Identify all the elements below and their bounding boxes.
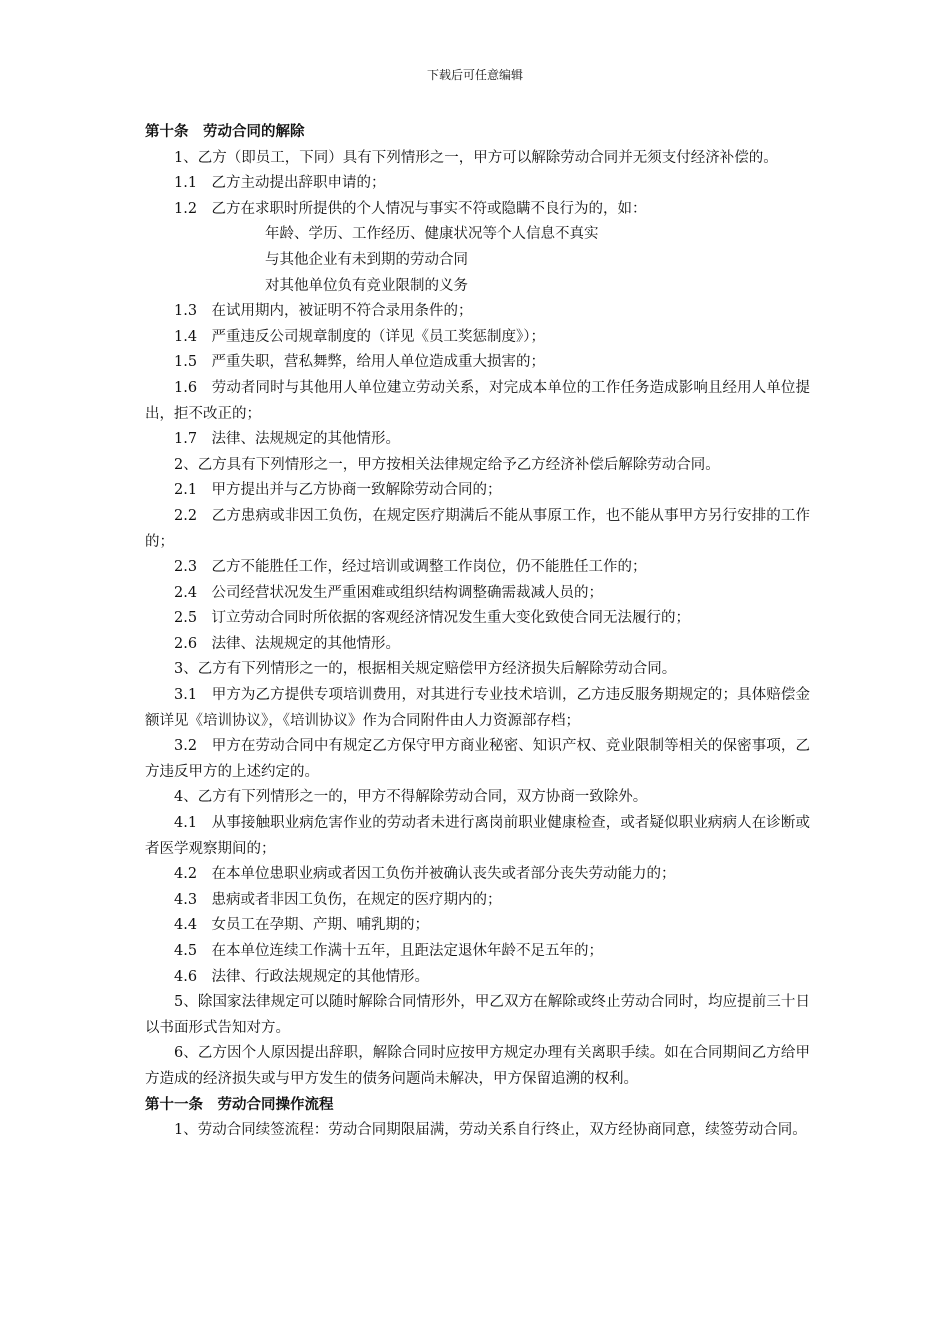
- clause-1-5: 1.5 严重失职，营私舞弊，给用人单位造成重大损害的；: [174, 354, 546, 371]
- clause-1-4: 1.4 严重违反公司规章制度的（详见《员工奖惩制度》）；: [174, 328, 546, 345]
- clause-1-2-item-b: 与其他企业有未到期的劳动合同: [265, 251, 468, 268]
- article-10-heading: 第十条 劳动合同的解除: [145, 124, 305, 140]
- clause-1-2-item-a: 年龄、学历、工作经历、健康状况等个人信息不真实: [265, 226, 599, 243]
- paragraph-3: 3、乙方有下列情形之一的，根据相关规定赔偿甲方经济损失后解除劳动合同。: [174, 661, 677, 678]
- clause-2-4: 2.4 公司经营状况发生严重困难或组织结构调整确需裁减人员的；: [174, 584, 604, 601]
- clause-4-2: 4.2 在本单位患职业病或者因工负伤并被确认丧失或者部分丧失劳动能力的；: [174, 866, 676, 883]
- article-11-heading: 第十一条 劳动合同操作流程: [145, 1096, 334, 1113]
- clause-1-7: 1.7 法律、法规规定的其他情形。: [174, 431, 401, 448]
- clause-3-1: 3.1 甲方为乙方提供专项培训费用，对其进行专业技术培训，乙方违反服务期规定的；具体赔偿金额详见《培训协议》，《培训协议》作为合同附件由人力资源部存档；: [145, 687, 810, 729]
- clause-2-1: 2.1 甲方提出并与乙方协商一致解除劳动合同的；: [174, 482, 502, 499]
- clause-4-4: 4.4 女员工在孕期、产期、哺乳期的；: [174, 917, 430, 934]
- clause-1-6: 1.6 劳动者同时与其他用人单位建立劳动关系，对完成本单位的工作任务造成影响且经用人单位提出，拒不改正的；: [145, 379, 810, 422]
- page-header-note: 下载后可任意编辑: [426, 68, 523, 82]
- clause-2-5: 2.5 订立劳动合同时所依据的客观经济情况发生重大变化致使合同无法履行的；: [174, 610, 691, 627]
- clause-1-1: 1.1 乙方主动提出辞职申请的；: [174, 175, 386, 192]
- clause-4-5: 4.5 在本单位连续工作满十五年，且距法定退休年龄不足五年的；: [174, 943, 604, 959]
- clause-1-2-item-c: 对其他单位负有竞业限制的义务: [265, 277, 468, 294]
- clause-4-1: 4.1 从事接触职业病危害作业的劳动者未进行离岗前职业健康检查，或者疑似职业病病人在诊断或者医学观察期间的；: [145, 815, 810, 857]
- document-body: [145, 120, 810, 1144]
- clause-2-2: 2.2 乙方患病或非因工负伤，在规定医疗期满后不能从事原工作，也不能从事甲方另行安排的工作的；: [145, 507, 810, 550]
- paragraph-2: 2、乙方具有下列情形之一，甲方按相关法律规定给予乙方经济补偿后解除劳动合同。: [174, 456, 720, 473]
- clause-4-6: 4.6 法律、行政法规规定的其他情形。: [174, 968, 430, 985]
- paragraph-1: 1、乙方（即员工，下同）具有下列情形之一，甲方可以解除劳动合同并无须支付经济补偿的。: [174, 149, 778, 166]
- article-11-paragraph-1: 1、劳动合同续签流程：劳动合同期限届满，劳动关系自行终止，双方经协商同意，续签劳动合同。: [174, 1122, 807, 1139]
- paragraph-6: 6、乙方因个人原因提出辞职，解除合同时应按甲方规定办理有关离职手续。如在合同期间乙方给甲方造成的经济损失或与甲方发生的债务问题尚未解决，甲方保留追溯的权利。: [145, 1045, 810, 1087]
- clause-3-2: 3.2 甲方在劳动合同中有规定乙方保守甲方商业秘密、知识产权、竞业限制等相关的保密事项，乙方违反甲方的上述约定的。: [145, 738, 810, 780]
- paragraph-5: 5、除国家法律规定可以随时解除合同情形外，甲乙双方在解除或终止劳动合同时，均应提前三十日以书面形式告知对方。: [145, 994, 810, 1036]
- paragraph-4: 4、乙方有下列情形之一的，甲方不得解除劳动合同，双方协商一致除外。: [174, 789, 648, 806]
- clause-2-3: 2.3 乙方不能胜任工作，经过培训或调整工作岗位，仍不能胜任工作的；: [174, 559, 647, 576]
- clause-1-2: 1.2 乙方在求职时所提供的个人情况与事实不符或隐瞒不良行为的，如：: [174, 200, 647, 217]
- clause-2-6: 2.6 法律、法规规定的其他情形。: [174, 635, 401, 652]
- clause-4-3: 4.3 患病或者非因工负伤，在规定的医疗期内的；: [174, 891, 502, 908]
- clause-1-3: 1.3 在试用期内，被证明不符合录用条件的；: [174, 303, 473, 320]
